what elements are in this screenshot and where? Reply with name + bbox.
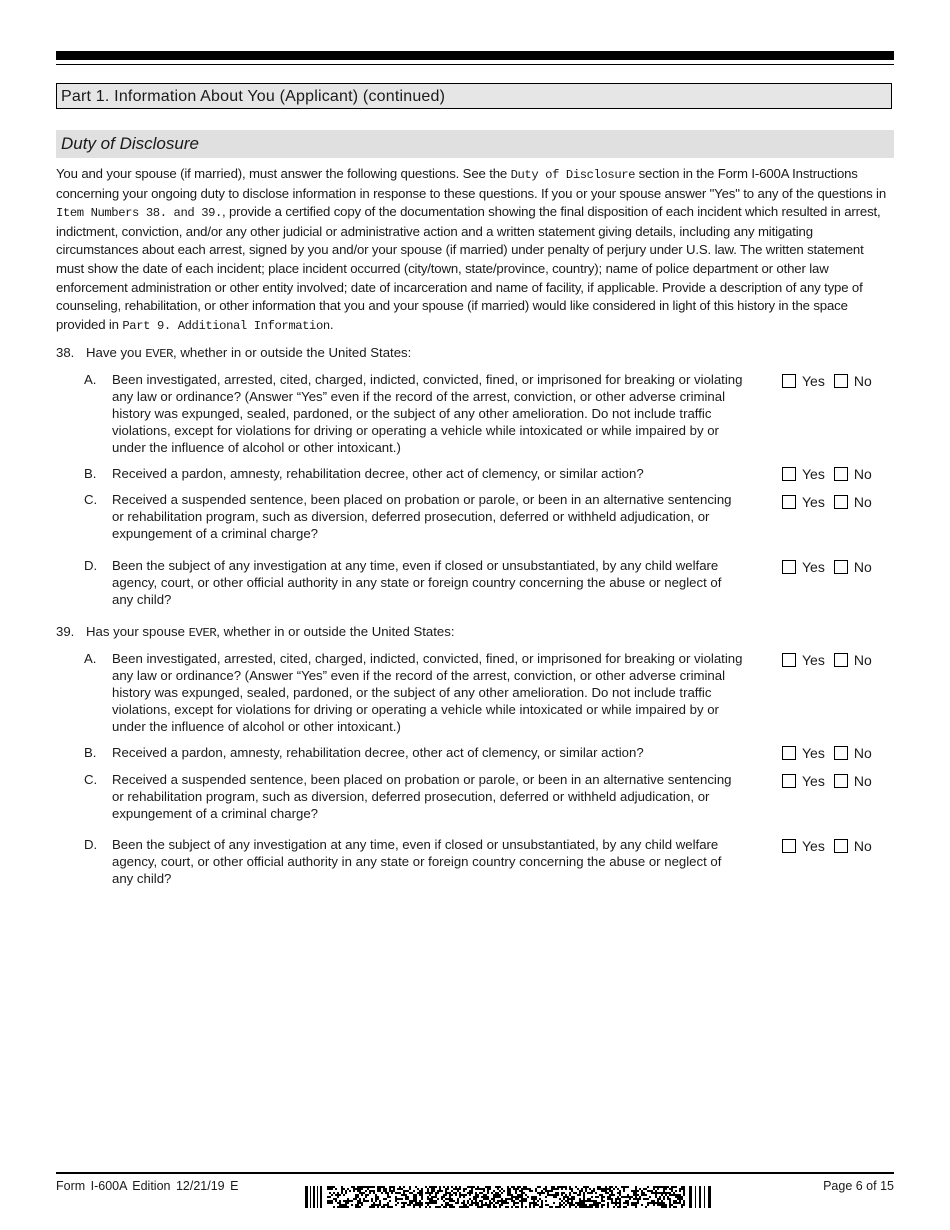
part-header: Part 1. Information About You (Applicant) (continued) xyxy=(56,83,892,109)
q39d-answer: Yes No xyxy=(782,838,872,855)
q39d-no-checkbox[interactable] xyxy=(834,839,848,853)
q38c-no-checkbox[interactable] xyxy=(834,495,848,509)
q39c-yes-checkbox[interactable] xyxy=(782,774,796,788)
q39c-answer: Yes No xyxy=(782,773,872,790)
q38a-answer: Yes No xyxy=(782,373,872,390)
page-number: Page 6 of 15 xyxy=(823,1179,894,1193)
footer-rule xyxy=(56,1172,894,1174)
q39b-answer: Yes No xyxy=(782,745,872,762)
q38c-yes-checkbox[interactable] xyxy=(782,495,796,509)
q38b-yes-checkbox[interactable] xyxy=(782,467,796,481)
question-38: 38. Have you EVER, whether in or outside the United States: xyxy=(56,345,412,361)
q39b-no-checkbox[interactable] xyxy=(834,746,848,760)
q38d-yes-checkbox[interactable] xyxy=(782,560,796,574)
q38c-answer: Yes No xyxy=(782,494,872,511)
question-39: 39. Has your spouse EVER, whether in or outside the United States: xyxy=(56,624,455,640)
q38d-no-checkbox[interactable] xyxy=(834,560,848,574)
q38b-answer: Yes No xyxy=(782,466,872,483)
ref-duty-of-disclosure: Duty of Disclosure xyxy=(510,168,636,182)
q39d-yes-checkbox[interactable] xyxy=(782,839,796,853)
form-edition: Form I-600A Edition 12/21/19 E xyxy=(56,1179,239,1193)
q38b-no-checkbox[interactable] xyxy=(834,467,848,481)
q39b-yes-checkbox[interactable] xyxy=(782,746,796,760)
top-rule-thin xyxy=(56,64,894,65)
disclosure-paragraph: You and your spouse (if married), must answer the following questions. See the Duty of Disclosure section in the Form I-600A Instructions concerning your ongoing duty to disclose information in response to these questions. If you or your spouse answer "Yes" to any of the questions in Item Numbers 38. and 39., provide a certified copy of the documentation showing the final disposition of each incident which resulted in arrest, indictment, conviction, and/or any other judicial or administrative action and a written statement giving details, including any mitigating circumstances about each arrest, signed by you and/or your spouse (if married) under penalty of perjury under U.S. law. The written statement must show the date of each incident; place incident occurred (city/town, state/province, country); name of police department or other law enforcement administration or other entity involved; date of incarceration and name of facility, if applicable. Provide a description of any type of counseling, rehabilitation, or other information that you and your spouse (if married) would like considered in light of this history in the space provided in Part 9. Additional Information. xyxy=(56,166,887,333)
top-rule-thick xyxy=(56,51,894,60)
q39a-answer: Yes No xyxy=(782,652,872,669)
q39a-yes-checkbox[interactable] xyxy=(782,653,796,667)
ref-part-9: Part 9. Additional Information xyxy=(122,318,330,333)
ref-item-numbers: Item Numbers 38. and 39. xyxy=(56,206,222,221)
q38a-yes-checkbox[interactable] xyxy=(782,374,796,388)
barcode-image xyxy=(305,1186,713,1208)
q39c-no-checkbox[interactable] xyxy=(834,774,848,788)
q39a-no-checkbox[interactable] xyxy=(834,653,848,667)
q38a-no-checkbox[interactable] xyxy=(834,374,848,388)
section-header: Duty of Disclosure xyxy=(56,130,894,158)
q38d-answer: Yes No xyxy=(782,559,872,576)
